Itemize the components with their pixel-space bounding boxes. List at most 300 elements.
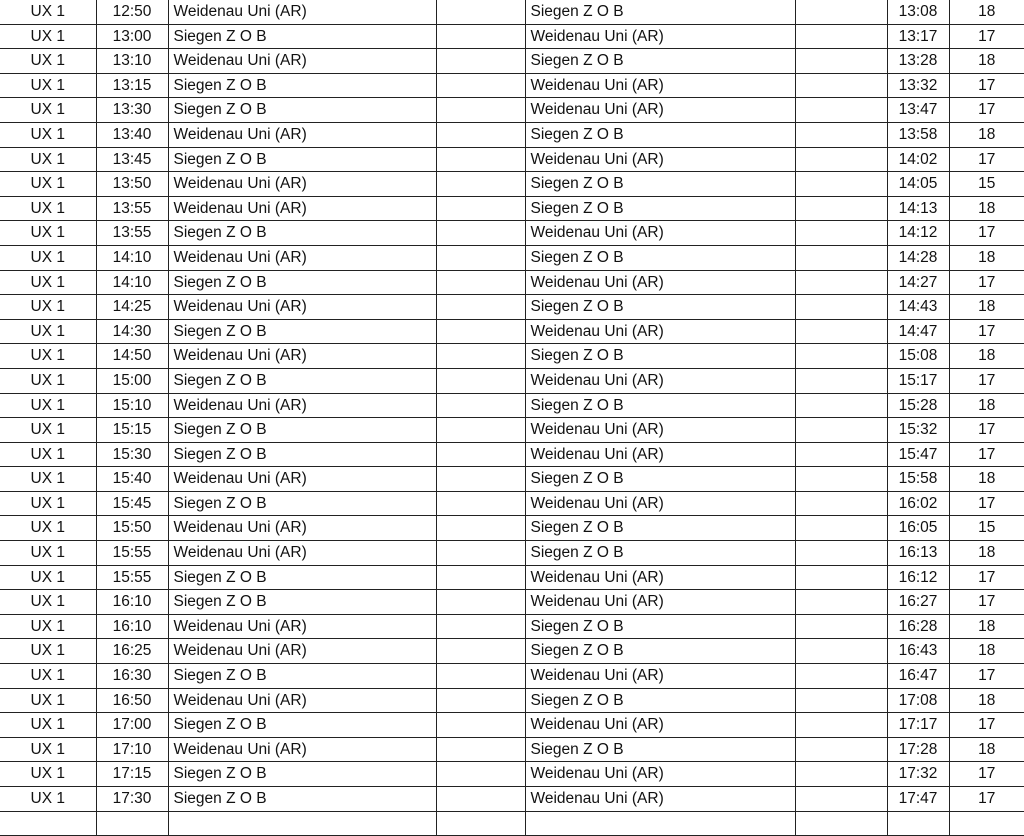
empty-cell xyxy=(436,737,525,762)
duration-cell: 17 xyxy=(949,664,1024,689)
duration-cell: 17 xyxy=(949,491,1024,516)
empty-cell xyxy=(795,442,887,467)
empty-cell xyxy=(795,541,887,566)
duration-cell: 18 xyxy=(949,0,1024,24)
empty-cell xyxy=(436,368,525,393)
empty-cell xyxy=(795,196,887,221)
empty-cell xyxy=(436,295,525,320)
line-cell: UX 1 xyxy=(0,418,96,443)
duration-cell: 18 xyxy=(949,245,1024,270)
destination-stop-cell: Weidenau Uni (AR) xyxy=(525,565,795,590)
line-cell: UX 1 xyxy=(0,590,96,615)
origin-stop-cell: Siegen Z O B xyxy=(168,24,436,49)
destination-stop-cell: Siegen Z O B xyxy=(525,516,795,541)
empty-cell xyxy=(525,811,795,836)
departure-time-cell: 15:15 xyxy=(96,418,168,443)
duration-cell: 18 xyxy=(949,639,1024,664)
empty-cell xyxy=(795,639,887,664)
arrival-time-cell: 14:28 xyxy=(887,245,949,270)
origin-stop-cell: Siegen Z O B xyxy=(168,442,436,467)
table-row xyxy=(0,270,1024,295)
destination-stop-cell: Weidenau Uni (AR) xyxy=(525,24,795,49)
empty-cell xyxy=(436,762,525,787)
duration-cell: 18 xyxy=(949,295,1024,320)
departure-time-cell: 15:55 xyxy=(96,565,168,590)
duration-cell: 17 xyxy=(949,98,1024,123)
arrival-time-cell: 17:28 xyxy=(887,737,949,762)
table-row xyxy=(0,713,1024,738)
origin-stop-cell: Weidenau Uni (AR) xyxy=(168,541,436,566)
destination-stop-cell: Siegen Z O B xyxy=(525,196,795,221)
destination-stop-cell: Siegen Z O B xyxy=(525,245,795,270)
empty-cell xyxy=(795,344,887,369)
line-cell: UX 1 xyxy=(0,24,96,49)
arrival-time-cell: 16:28 xyxy=(887,614,949,639)
table-row xyxy=(0,590,1024,615)
arrival-time-cell: 14:13 xyxy=(887,196,949,221)
empty-cell xyxy=(436,245,525,270)
table-row xyxy=(0,516,1024,541)
table-row xyxy=(0,393,1024,418)
origin-stop-cell: Siegen Z O B xyxy=(168,664,436,689)
arrival-time-cell: 16:12 xyxy=(887,565,949,590)
arrival-time-cell: 13:28 xyxy=(887,49,949,74)
line-cell: UX 1 xyxy=(0,270,96,295)
duration-cell: 17 xyxy=(949,368,1024,393)
line-cell: UX 1 xyxy=(0,295,96,320)
destination-stop-cell: Siegen Z O B xyxy=(525,0,795,24)
destination-stop-cell: Siegen Z O B xyxy=(525,614,795,639)
destination-stop-cell: Siegen Z O B xyxy=(525,344,795,369)
origin-stop-cell: Siegen Z O B xyxy=(168,147,436,172)
empty-cell xyxy=(436,344,525,369)
origin-stop-cell: Siegen Z O B xyxy=(168,270,436,295)
duration-cell: 17 xyxy=(949,442,1024,467)
origin-stop-cell: Weidenau Uni (AR) xyxy=(168,172,436,197)
table-row xyxy=(0,737,1024,762)
empty-cell xyxy=(795,24,887,49)
departure-time-cell: 17:10 xyxy=(96,737,168,762)
line-cell: UX 1 xyxy=(0,762,96,787)
departure-time-cell: 16:10 xyxy=(96,614,168,639)
table-row xyxy=(0,295,1024,320)
empty-cell xyxy=(436,49,525,74)
empty-cell xyxy=(436,270,525,295)
line-cell: UX 1 xyxy=(0,467,96,492)
origin-stop-cell: Weidenau Uni (AR) xyxy=(168,467,436,492)
table-row xyxy=(0,245,1024,270)
empty-cell xyxy=(436,516,525,541)
duration-cell: 17 xyxy=(949,787,1024,812)
departure-time-cell: 14:10 xyxy=(96,270,168,295)
line-cell: UX 1 xyxy=(0,491,96,516)
origin-stop-cell: Weidenau Uni (AR) xyxy=(168,639,436,664)
departure-time-cell: 16:30 xyxy=(96,664,168,689)
empty-cell xyxy=(795,418,887,443)
empty-cell xyxy=(795,49,887,74)
duration-cell: 15 xyxy=(949,516,1024,541)
arrival-time-cell: 14:12 xyxy=(887,221,949,246)
empty-cell xyxy=(436,688,525,713)
origin-stop-cell: Siegen Z O B xyxy=(168,491,436,516)
arrival-time-cell: 16:27 xyxy=(887,590,949,615)
departure-time-cell: 14:10 xyxy=(96,245,168,270)
empty-cell xyxy=(436,122,525,147)
departure-time-cell: 13:15 xyxy=(96,73,168,98)
duration-cell: 18 xyxy=(949,688,1024,713)
duration-cell: 17 xyxy=(949,713,1024,738)
duration-cell: 17 xyxy=(949,221,1024,246)
arrival-time-cell: 13:08 xyxy=(887,0,949,24)
departure-time-cell: 15:45 xyxy=(96,491,168,516)
departure-time-cell: 13:55 xyxy=(96,221,168,246)
empty-cell xyxy=(795,393,887,418)
line-cell: UX 1 xyxy=(0,737,96,762)
line-cell: UX 1 xyxy=(0,713,96,738)
origin-stop-cell: Siegen Z O B xyxy=(168,319,436,344)
empty-cell xyxy=(436,442,525,467)
empty-cell xyxy=(436,24,525,49)
arrival-time-cell: 14:43 xyxy=(887,295,949,320)
empty-cell xyxy=(436,541,525,566)
departure-time-cell: 14:30 xyxy=(96,319,168,344)
line-cell: UX 1 xyxy=(0,319,96,344)
empty-cell xyxy=(436,713,525,738)
arrival-time-cell: 16:43 xyxy=(887,639,949,664)
line-cell: UX 1 xyxy=(0,442,96,467)
empty-cell xyxy=(795,614,887,639)
departure-time-cell: 16:25 xyxy=(96,639,168,664)
destination-stop-cell: Siegen Z O B xyxy=(525,49,795,74)
origin-stop-cell: Weidenau Uni (AR) xyxy=(168,393,436,418)
arrival-time-cell: 15:58 xyxy=(887,467,949,492)
departure-time-cell: 15:50 xyxy=(96,516,168,541)
departure-time-cell: 17:30 xyxy=(96,787,168,812)
line-cell: UX 1 xyxy=(0,664,96,689)
line-cell: UX 1 xyxy=(0,0,96,24)
empty-cell xyxy=(436,393,525,418)
line-cell: UX 1 xyxy=(0,393,96,418)
empty-cell xyxy=(887,811,949,836)
duration-cell: 18 xyxy=(949,467,1024,492)
departure-time-cell: 15:00 xyxy=(96,368,168,393)
departure-time-cell: 14:25 xyxy=(96,295,168,320)
departure-time-cell: 13:00 xyxy=(96,24,168,49)
departure-time-cell: 13:10 xyxy=(96,49,168,74)
empty-cell xyxy=(436,418,525,443)
table-row xyxy=(0,221,1024,246)
arrival-time-cell: 13:47 xyxy=(887,98,949,123)
table-row xyxy=(0,442,1024,467)
table-row xyxy=(0,368,1024,393)
origin-stop-cell: Weidenau Uni (AR) xyxy=(168,737,436,762)
destination-stop-cell: Weidenau Uni (AR) xyxy=(525,491,795,516)
table-row xyxy=(0,565,1024,590)
origin-stop-cell: Siegen Z O B xyxy=(168,98,436,123)
line-cell: UX 1 xyxy=(0,49,96,74)
arrival-time-cell: 17:47 xyxy=(887,787,949,812)
arrival-time-cell: 17:17 xyxy=(887,713,949,738)
line-cell: UX 1 xyxy=(0,688,96,713)
origin-stop-cell: Weidenau Uni (AR) xyxy=(168,688,436,713)
line-cell: UX 1 xyxy=(0,787,96,812)
destination-stop-cell: Weidenau Uni (AR) xyxy=(525,368,795,393)
empty-cell xyxy=(436,98,525,123)
origin-stop-cell: Weidenau Uni (AR) xyxy=(168,245,436,270)
origin-stop-cell: Siegen Z O B xyxy=(168,221,436,246)
empty-cell xyxy=(0,811,96,836)
table-row xyxy=(0,0,1024,24)
origin-stop-cell: Weidenau Uni (AR) xyxy=(168,196,436,221)
empty-cell xyxy=(436,614,525,639)
empty-cell xyxy=(795,713,887,738)
empty-cell xyxy=(436,147,525,172)
table-row xyxy=(0,787,1024,812)
empty-cell xyxy=(795,491,887,516)
empty-cell xyxy=(168,811,436,836)
origin-stop-cell: Weidenau Uni (AR) xyxy=(168,49,436,74)
destination-stop-cell: Siegen Z O B xyxy=(525,295,795,320)
empty-cell xyxy=(795,467,887,492)
departure-time-cell: 15:40 xyxy=(96,467,168,492)
duration-cell: 18 xyxy=(949,541,1024,566)
line-cell: UX 1 xyxy=(0,122,96,147)
destination-stop-cell: Siegen Z O B xyxy=(525,688,795,713)
destination-stop-cell: Siegen Z O B xyxy=(525,467,795,492)
duration-cell: 18 xyxy=(949,344,1024,369)
departure-time-cell: 13:40 xyxy=(96,122,168,147)
arrival-time-cell: 14:02 xyxy=(887,147,949,172)
departure-time-cell: 15:10 xyxy=(96,393,168,418)
arrival-time-cell: 17:32 xyxy=(887,762,949,787)
destination-stop-cell: Weidenau Uni (AR) xyxy=(525,270,795,295)
empty-cell xyxy=(436,590,525,615)
empty-cell xyxy=(436,565,525,590)
departure-time-cell: 17:00 xyxy=(96,713,168,738)
table-row xyxy=(0,49,1024,74)
duration-cell: 17 xyxy=(949,762,1024,787)
empty-cell xyxy=(795,270,887,295)
duration-cell: 17 xyxy=(949,565,1024,590)
empty-cell xyxy=(795,516,887,541)
table-row xyxy=(0,196,1024,221)
duration-cell: 17 xyxy=(949,270,1024,295)
empty-cell xyxy=(436,221,525,246)
table-row xyxy=(0,467,1024,492)
table-row xyxy=(0,98,1024,123)
line-cell: UX 1 xyxy=(0,639,96,664)
origin-stop-cell: Siegen Z O B xyxy=(168,73,436,98)
table-row xyxy=(0,147,1024,172)
duration-cell: 18 xyxy=(949,737,1024,762)
table-row xyxy=(0,639,1024,664)
departure-time-cell: 15:30 xyxy=(96,442,168,467)
destination-stop-cell: Siegen Z O B xyxy=(525,122,795,147)
destination-stop-cell: Weidenau Uni (AR) xyxy=(525,319,795,344)
arrival-time-cell: 14:47 xyxy=(887,319,949,344)
origin-stop-cell: Weidenau Uni (AR) xyxy=(168,122,436,147)
empty-cell xyxy=(436,664,525,689)
empty-cell xyxy=(795,73,887,98)
line-cell: UX 1 xyxy=(0,221,96,246)
arrival-time-cell: 15:08 xyxy=(887,344,949,369)
empty-cell xyxy=(795,147,887,172)
origin-stop-cell: Weidenau Uni (AR) xyxy=(168,295,436,320)
empty-cell xyxy=(795,172,887,197)
origin-stop-cell: Siegen Z O B xyxy=(168,787,436,812)
destination-stop-cell: Weidenau Uni (AR) xyxy=(525,713,795,738)
line-cell: UX 1 xyxy=(0,196,96,221)
empty-cell xyxy=(795,762,887,787)
origin-stop-cell: Siegen Z O B xyxy=(168,565,436,590)
arrival-time-cell: 13:32 xyxy=(887,73,949,98)
empty-cell xyxy=(795,0,887,24)
arrival-time-cell: 16:13 xyxy=(887,541,949,566)
empty-cell xyxy=(96,811,168,836)
arrival-time-cell: 15:28 xyxy=(887,393,949,418)
duration-cell: 15 xyxy=(949,172,1024,197)
table-row xyxy=(0,614,1024,639)
empty-cell xyxy=(795,811,887,836)
table-row xyxy=(0,24,1024,49)
arrival-time-cell: 14:05 xyxy=(887,172,949,197)
destination-stop-cell: Weidenau Uni (AR) xyxy=(525,664,795,689)
table-row xyxy=(0,491,1024,516)
table-row xyxy=(0,73,1024,98)
departure-time-cell: 12:50 xyxy=(96,0,168,24)
duration-cell: 17 xyxy=(949,418,1024,443)
duration-cell: 17 xyxy=(949,319,1024,344)
empty-cell xyxy=(436,172,525,197)
arrival-time-cell: 15:17 xyxy=(887,368,949,393)
empty-cell xyxy=(949,811,1024,836)
table-row xyxy=(0,541,1024,566)
empty-cell xyxy=(795,688,887,713)
destination-stop-cell: Weidenau Uni (AR) xyxy=(525,787,795,812)
destination-stop-cell: Weidenau Uni (AR) xyxy=(525,98,795,123)
departure-time-cell: 13:30 xyxy=(96,98,168,123)
duration-cell: 17 xyxy=(949,73,1024,98)
table-row xyxy=(0,319,1024,344)
empty-cell xyxy=(795,368,887,393)
table-row xyxy=(0,172,1024,197)
duration-cell: 18 xyxy=(949,49,1024,74)
empty-cell xyxy=(795,122,887,147)
arrival-time-cell: 16:47 xyxy=(887,664,949,689)
departure-time-cell: 13:55 xyxy=(96,196,168,221)
arrival-time-cell: 13:58 xyxy=(887,122,949,147)
line-cell: UX 1 xyxy=(0,614,96,639)
arrival-time-cell: 17:08 xyxy=(887,688,949,713)
empty-cell xyxy=(795,221,887,246)
departure-time-cell: 16:50 xyxy=(96,688,168,713)
origin-stop-cell: Siegen Z O B xyxy=(168,713,436,738)
destination-stop-cell: Siegen Z O B xyxy=(525,541,795,566)
line-cell: UX 1 xyxy=(0,516,96,541)
empty-cell xyxy=(436,467,525,492)
departure-time-cell: 15:55 xyxy=(96,541,168,566)
empty-cell xyxy=(795,319,887,344)
duration-cell: 18 xyxy=(949,393,1024,418)
empty-cell xyxy=(795,98,887,123)
table-row xyxy=(0,762,1024,787)
destination-stop-cell: Weidenau Uni (AR) xyxy=(525,221,795,246)
empty-cell xyxy=(436,196,525,221)
duration-cell: 17 xyxy=(949,24,1024,49)
empty-cell xyxy=(436,811,525,836)
table-row xyxy=(0,418,1024,443)
origin-stop-cell: Weidenau Uni (AR) xyxy=(168,0,436,24)
destination-stop-cell: Weidenau Uni (AR) xyxy=(525,762,795,787)
empty-cell xyxy=(795,737,887,762)
empty-cell xyxy=(436,639,525,664)
table-row xyxy=(0,122,1024,147)
duration-cell: 17 xyxy=(949,590,1024,615)
line-cell: UX 1 xyxy=(0,368,96,393)
arrival-time-cell: 16:02 xyxy=(887,491,949,516)
destination-stop-cell: Weidenau Uni (AR) xyxy=(525,590,795,615)
duration-cell: 17 xyxy=(949,147,1024,172)
empty-cell xyxy=(795,295,887,320)
line-cell: UX 1 xyxy=(0,344,96,369)
line-cell: UX 1 xyxy=(0,98,96,123)
departure-time-cell: 17:15 xyxy=(96,762,168,787)
empty-cell xyxy=(436,73,525,98)
table-row xyxy=(0,688,1024,713)
arrival-time-cell: 15:32 xyxy=(887,418,949,443)
empty-cell xyxy=(795,664,887,689)
destination-stop-cell: Siegen Z O B xyxy=(525,639,795,664)
empty-cell xyxy=(436,491,525,516)
destination-stop-cell: Siegen Z O B xyxy=(525,737,795,762)
origin-stop-cell: Weidenau Uni (AR) xyxy=(168,614,436,639)
line-cell: UX 1 xyxy=(0,565,96,590)
destination-stop-cell: Weidenau Uni (AR) xyxy=(525,147,795,172)
duration-cell: 18 xyxy=(949,122,1024,147)
empty-cell xyxy=(436,0,525,24)
line-cell: UX 1 xyxy=(0,147,96,172)
destination-stop-cell: Weidenau Uni (AR) xyxy=(525,442,795,467)
departure-time-cell: 13:50 xyxy=(96,172,168,197)
destination-stop-cell: Siegen Z O B xyxy=(525,172,795,197)
departure-time-cell: 13:45 xyxy=(96,147,168,172)
table-row xyxy=(0,664,1024,689)
origin-stop-cell: Weidenau Uni (AR) xyxy=(168,516,436,541)
arrival-time-cell: 13:17 xyxy=(887,24,949,49)
origin-stop-cell: Siegen Z O B xyxy=(168,762,436,787)
duration-cell: 18 xyxy=(949,614,1024,639)
empty-cell xyxy=(795,565,887,590)
table-row-cutoff xyxy=(0,811,1024,836)
departure-time-cell: 16:10 xyxy=(96,590,168,615)
departure-time-cell: 14:50 xyxy=(96,344,168,369)
empty-cell xyxy=(436,787,525,812)
destination-stop-cell: Siegen Z O B xyxy=(525,393,795,418)
arrival-time-cell: 16:05 xyxy=(887,516,949,541)
duration-cell: 18 xyxy=(949,196,1024,221)
origin-stop-cell: Siegen Z O B xyxy=(168,590,436,615)
origin-stop-cell: Siegen Z O B xyxy=(168,418,436,443)
line-cell: UX 1 xyxy=(0,245,96,270)
empty-cell xyxy=(795,590,887,615)
origin-stop-cell: Weidenau Uni (AR) xyxy=(168,344,436,369)
destination-stop-cell: Weidenau Uni (AR) xyxy=(525,418,795,443)
arrival-time-cell: 15:47 xyxy=(887,442,949,467)
empty-cell xyxy=(795,787,887,812)
arrival-time-cell: 14:27 xyxy=(887,270,949,295)
empty-cell xyxy=(795,245,887,270)
table-row xyxy=(0,344,1024,369)
